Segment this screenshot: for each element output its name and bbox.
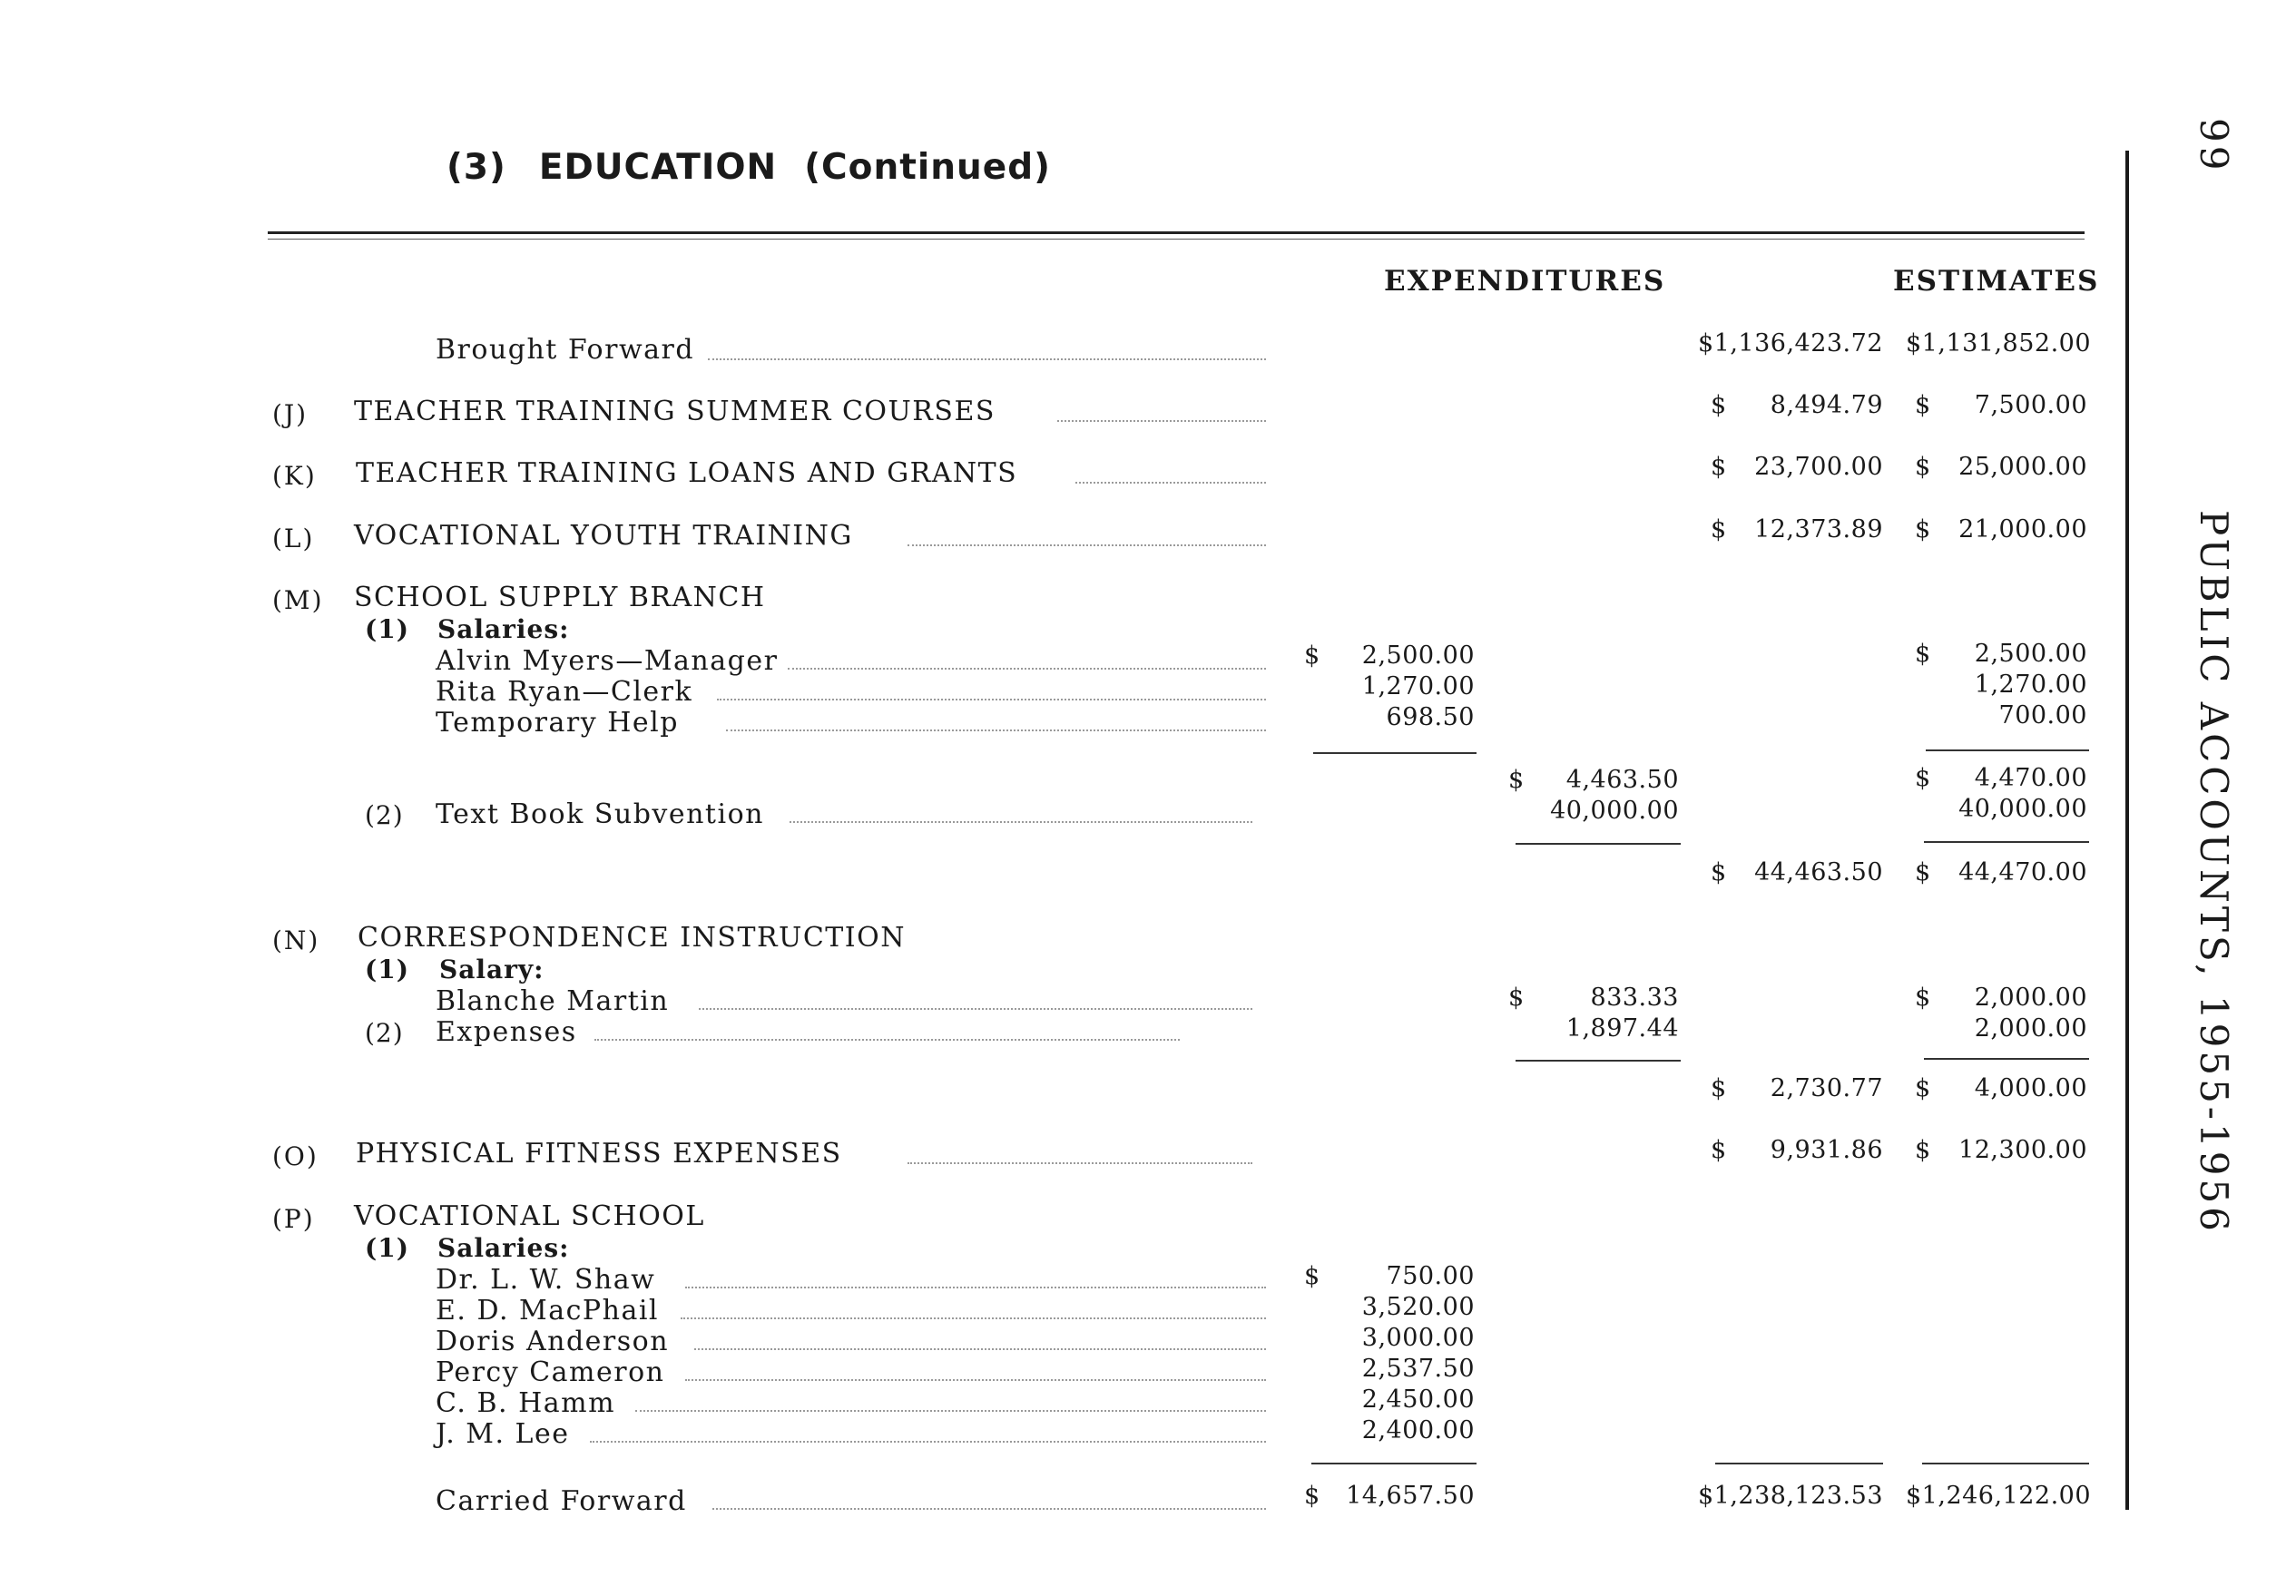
leader-dots	[717, 699, 1266, 700]
section-l-code: (L)	[272, 524, 315, 553]
leader-dots	[712, 1508, 1266, 1510]
dollar-sign: $	[1915, 764, 1931, 792]
salaries-estimate: 4,470.00	[1974, 764, 2087, 792]
leader-dots	[699, 1008, 1252, 1010]
leader-dots	[694, 1348, 1266, 1350]
running-title: PUBLIC ACCOUNTS, 1955-1956	[2192, 510, 2236, 1235]
dollar-sign: $	[1711, 1074, 1727, 1102]
subsection-label: Salaries:	[437, 1233, 570, 1263]
dollar-sign: $	[1304, 1482, 1320, 1510]
dollar-sign: $	[1508, 766, 1525, 794]
subsection-label: Salary:	[439, 955, 545, 984]
dollar-sign: $	[1711, 858, 1727, 886]
section-o-expenditure: 9,931.86	[1770, 1136, 1883, 1164]
section-l-estimate: 21,000.00	[1958, 515, 2087, 543]
line-item-estimate: 2,000.00	[1974, 984, 2087, 1012]
section-o-label: PHYSICAL FITNESS EXPENSES	[356, 1138, 842, 1170]
leader-dots	[790, 821, 1252, 823]
section-k-expenditure: 23,700.00	[1754, 453, 1883, 481]
subtotal-rule	[1311, 1463, 1477, 1464]
leader-dots	[685, 1287, 1266, 1288]
line-item-name: E. D. MacPhail	[436, 1295, 660, 1327]
carried-forward-expenditure: $1,238,123.53	[1697, 1482, 1883, 1510]
section-m-estimate: 44,470.00	[1958, 858, 2087, 886]
line-item-amount: 2,500.00	[1361, 641, 1475, 670]
line-item-amount: 833.33	[1590, 984, 1679, 1012]
subsection-label: Expenses	[436, 1016, 577, 1048]
line-item-amount: 1,270.00	[1361, 672, 1475, 700]
page-number: 99	[2192, 118, 2236, 174]
dollar-sign: $	[1711, 453, 1727, 481]
brought-forward-expenditure: $1,136,423.72	[1697, 329, 1883, 357]
section-k-label: TEACHER TRAINING LOANS AND GRANTS	[356, 457, 1018, 489]
line-item-estimate: 1,270.00	[1974, 671, 2087, 699]
dollar-sign: $	[1304, 1262, 1320, 1290]
section-title: EDUCATION	[538, 147, 778, 188]
leader-dots	[788, 668, 1266, 670]
line-item-name: J. M. Lee	[436, 1418, 570, 1450]
section-n-estimate: 4,000.00	[1974, 1074, 2087, 1102]
dollar-sign: $	[1915, 391, 1931, 419]
leader-dots	[685, 1379, 1266, 1381]
line-item-name: Doris Anderson	[436, 1326, 670, 1357]
dollar-sign: $	[1711, 515, 1727, 543]
subsection-number: (1)	[365, 614, 409, 644]
dollar-sign: $	[1711, 1136, 1727, 1164]
expenditures-heading: EXPENDITURES	[1384, 265, 1666, 298]
leader-dots	[594, 1039, 1180, 1041]
line-item-name: Alvin Myers—Manager	[436, 645, 779, 677]
line-item-amount: 3,000.00	[1361, 1324, 1475, 1352]
total-rule	[1922, 1463, 2089, 1464]
leader-dots	[908, 544, 1266, 546]
section-p-code: (P)	[272, 1204, 315, 1234]
section-n-total: 2,730.77	[1770, 1074, 1883, 1102]
section-j-label: TEACHER TRAINING SUMMER COURSES	[354, 396, 996, 427]
expenses-estimate: 2,000.00	[1974, 1014, 2087, 1043]
line-item-name: Temporary Help	[436, 707, 679, 739]
brought-forward-estimate: $1,131,852.00	[1906, 329, 2092, 357]
carried-forward-estimate: $1,246,122.00	[1906, 1482, 2092, 1510]
section-j-expenditure: 8,494.79	[1770, 391, 1883, 419]
section-m-total: 44,463.50	[1754, 858, 1883, 886]
subsection-number: (1)	[365, 1233, 409, 1263]
section-j-code: (J)	[272, 399, 309, 429]
header-rule-thin	[268, 239, 2085, 240]
subsection-label: Salaries:	[437, 614, 570, 644]
section-n-label: CORRESPONDENCE INSTRUCTION	[358, 922, 906, 954]
section-o-code: (O)	[272, 1141, 319, 1171]
line-item-amount: 2,450.00	[1361, 1385, 1475, 1414]
line-item-name: C. B. Hamm	[436, 1387, 616, 1419]
section-n-code: (N)	[272, 925, 320, 955]
subvention-estimate: 40,000.00	[1958, 795, 2087, 823]
subtotal-rule	[1926, 749, 2089, 751]
page-title	[0, 147, 1497, 188]
section-k-code: (K)	[272, 461, 317, 491]
leader-dots	[681, 1317, 1266, 1319]
dollar-sign: $	[1915, 515, 1931, 543]
dollar-sign: $	[1915, 640, 1931, 668]
line-item-estimate: 700.00	[1998, 701, 2087, 729]
line-item-amount: 2,400.00	[1361, 1416, 1475, 1444]
leader-dots	[908, 1162, 1252, 1164]
line-item-amount: 3,520.00	[1361, 1293, 1475, 1321]
section-l-expenditure: 12,373.89	[1754, 515, 1883, 543]
dollar-sign: $	[1915, 1074, 1931, 1102]
total-rule	[1516, 843, 1681, 845]
dollar-sign: $	[1915, 858, 1931, 886]
dollar-sign: $	[1711, 391, 1727, 419]
total-rule	[1924, 841, 2089, 843]
leader-dots	[1057, 420, 1266, 422]
total-rule	[1924, 1058, 2089, 1060]
line-item-estimate: 2,500.00	[1974, 640, 2087, 668]
section-k-estimate: 25,000.00	[1958, 453, 2087, 481]
leader-dots	[708, 358, 1266, 360]
line-item-amount: 2,537.50	[1361, 1355, 1475, 1383]
leader-dots	[726, 729, 1266, 731]
subvention-amount: 40,000.00	[1550, 797, 1679, 825]
subsection-number: (2)	[365, 800, 404, 830]
dollar-sign: $	[1915, 1136, 1931, 1164]
section-l-label: VOCATIONAL YOUTH TRAINING	[354, 520, 853, 552]
line-item-name: Blanche Martin	[436, 985, 670, 1017]
expenses-amount: 1,897.44	[1565, 1014, 1679, 1043]
section-m-label: SCHOOL SUPPLY BRANCH	[354, 582, 766, 613]
section-m-code: (M)	[272, 585, 324, 615]
brought-forward-label: Brought Forward	[436, 334, 695, 366]
carried-forward-label: Carried Forward	[436, 1485, 687, 1517]
line-item-name: Percy Cameron	[436, 1356, 665, 1388]
dollar-sign: $	[1915, 453, 1931, 481]
carried-forward-subtotal: 14,657.50	[1346, 1482, 1475, 1510]
line-item-amount: 698.50	[1386, 703, 1475, 731]
estimates-heading: ESTIMATES	[1893, 265, 2100, 298]
subsection-label: Text Book Subvention	[436, 798, 764, 830]
line-item-name: Dr. L. W. Shaw	[436, 1264, 656, 1296]
leader-dots	[635, 1410, 1266, 1412]
line-item-name: Rita Ryan—Clerk	[436, 676, 693, 708]
subsection-number: (2)	[365, 1018, 404, 1048]
header-rule	[268, 231, 2085, 234]
section-p-label: VOCATIONAL SCHOOL	[354, 1200, 705, 1232]
dollar-sign: $	[1508, 984, 1525, 1012]
line-item-amount: 750.00	[1386, 1262, 1475, 1290]
continued-label: (Continued)	[804, 147, 1051, 188]
total-rule	[1516, 1060, 1681, 1062]
total-rule	[1715, 1463, 1883, 1464]
section-j-estimate: 7,500.00	[1974, 391, 2087, 419]
salaries-subtotal: 4,463.50	[1565, 766, 1679, 794]
subsection-number: (1)	[365, 955, 409, 984]
leader-dots	[1075, 482, 1266, 484]
margin-rule	[2125, 151, 2129, 1510]
section-number: (3)	[446, 147, 506, 188]
subtotal-rule	[1313, 752, 1477, 754]
dollar-sign: $	[1304, 641, 1320, 670]
leader-dots	[590, 1441, 1266, 1443]
section-o-estimate: 12,300.00	[1958, 1136, 2087, 1164]
dollar-sign: $	[1915, 984, 1931, 1012]
